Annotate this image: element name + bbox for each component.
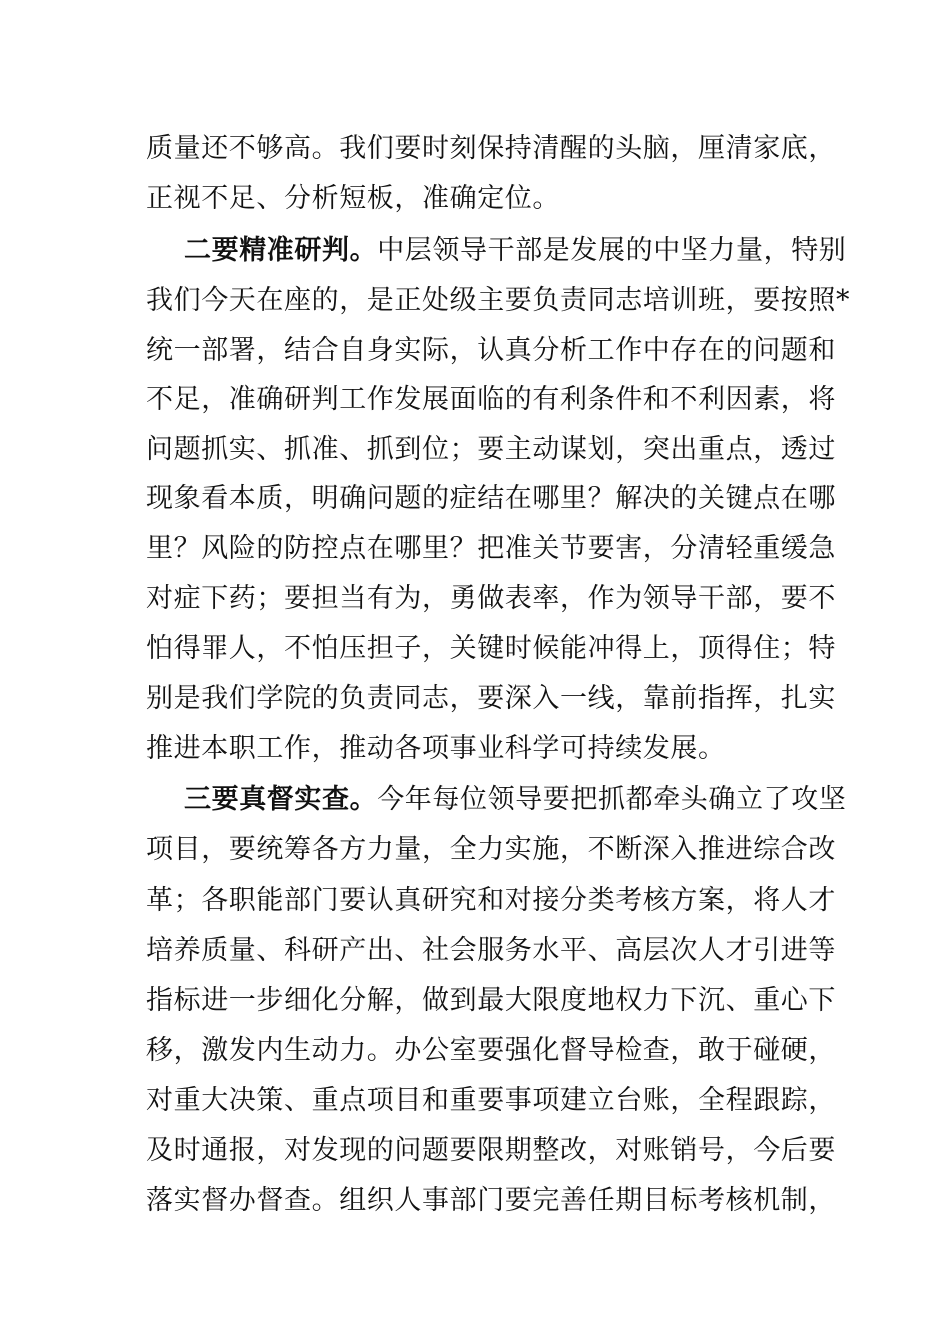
text-line: 对重大决策、重点项目和重要事项建立台账，全程跟踪， [146, 1085, 836, 1116]
text-line: 落实督办督查。组织人事部门要完善任期目标考核机制， [146, 1185, 836, 1216]
section-heading: 三要真督实查。 [184, 784, 378, 815]
paragraph-2-first-line [184, 233, 847, 269]
text-line: 我们今天在座的，是正处级主要负责同志培训班，要按照* [146, 285, 851, 316]
section-heading: 二要精准研判。 [184, 235, 378, 266]
text-line: 对症下药；要担当有为，勇做表率，作为领导干部，要不 [146, 583, 836, 614]
text-line: 里？风险的防控点在哪里？把准关节要害，分清轻重缓急 [146, 533, 836, 564]
text-line: 问题抓实、抓准、抓到位；要主动谋划，突出重点，透过 [146, 434, 836, 465]
text-line: 怕得罪人，不怕压担子，关键时候能冲得上，顶得住；特 [146, 633, 836, 664]
text-line: 移，激发内生动力。办公室要强化督导检查，敢于碰硬， [146, 1035, 836, 1066]
text-line: 现象看本质，明确问题的症结在哪里？解决的关键点在哪 [146, 483, 836, 514]
text-line: 及时通报，对发现的问题要限期整改，对账销号，今后要 [146, 1135, 836, 1166]
text-line: 不足，准确研判工作发展面临的有利条件和不利因素，将 [146, 384, 836, 415]
text-line: 革；各职能部门要认真研究和对接分类考核方案，将人才 [146, 885, 836, 916]
text-line: 指标进一步细化分解，做到最大限度地权力下沉、重心下 [146, 985, 836, 1016]
text-line: 质量还不够高。我们要时刻保持清醒的头脑，厘清家底， [146, 133, 836, 164]
text-line: 今年每位领导要把抓都牵头确立了攻坚 [377, 784, 847, 815]
text-line: 培养质量、科研产出、社会服务水平、高层次人才引进等 [146, 935, 836, 966]
text-line: 推进本职工作，推动各项事业科学可持续发展。 [146, 733, 726, 764]
text-line: 中层领导干部是发展的中坚力量，特别 [377, 235, 847, 266]
text-line: 别是我们学院的负责同志，要深入一线，靠前指挥，扎实 [146, 683, 836, 714]
text-line: 统一部署，结合自身实际，认真分析工作中存在的问题和 [146, 335, 836, 366]
paragraph-3-first-line [184, 782, 847, 818]
text-line: 项目，要统筹各方力量，全力实施，不断深入推进综合改 [146, 834, 836, 865]
text-line: 正视不足、分析短板，准确定位。 [146, 183, 560, 214]
